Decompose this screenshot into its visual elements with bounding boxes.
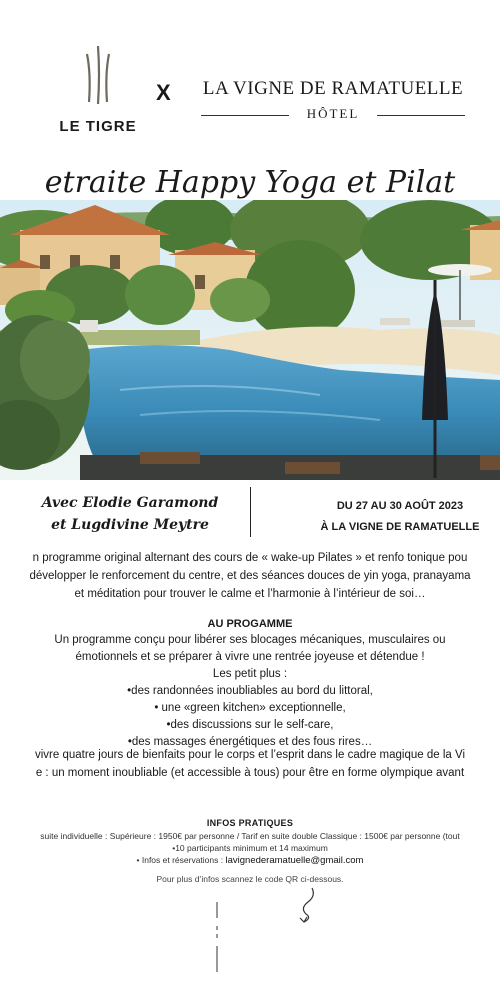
programme-item: •des massages énergétiques et des fous rires… xyxy=(127,736,373,748)
le-tigre-logo-icon xyxy=(83,44,113,106)
programme-item: •des randonnées inoubliables au bord du littoral, xyxy=(127,685,373,697)
programme-item: •des discussions sur le self-care, xyxy=(166,719,334,731)
brand-le-tigre: LE TIGRE xyxy=(59,118,137,135)
programme-heading: AU PROGAMME xyxy=(207,618,293,630)
event-dates: DU 27 AU 30 AOÛT 2023 xyxy=(336,500,464,512)
intro-line: et méditation pour trouver le calme et l’harmonie à l’intérieur de soi… xyxy=(74,588,426,600)
email-link[interactable]: lavignederamatuelle@gmail.com xyxy=(225,855,364,866)
programme-list xyxy=(0,632,500,751)
event-place: À LA VIGNE DE RAMATUELLE xyxy=(320,521,480,533)
programme-line: Les petit plus : xyxy=(212,668,288,680)
closing-paragraph xyxy=(0,746,500,782)
page-title: etraite Happy Yoga et Pilat xyxy=(44,165,456,200)
hotel-pool-photo xyxy=(0,200,500,480)
infos-details xyxy=(0,830,500,867)
brand-la-vigne: LA VIGNE DE RAMATUELLE xyxy=(202,78,464,99)
hotel-label: HÔTEL xyxy=(306,106,360,121)
swirl-arrow-icon xyxy=(292,884,322,924)
reservation-label: • Infos et réservations : xyxy=(136,855,224,865)
programme-line: Un programme conçu pour libérer ses blocages mécaniques, musculaires ou xyxy=(54,634,446,646)
closing-line: vivre quatre jours de bienfaits pour le corps et l’esprit dans le cadre magique de la Vi xyxy=(35,749,465,761)
divider-line xyxy=(377,115,465,116)
vertical-divider xyxy=(250,487,251,537)
reservation-line xyxy=(0,854,500,867)
hotel-subtitle xyxy=(199,106,467,122)
infos-heading: INFOS PRATIQUES xyxy=(206,818,294,828)
host-line-2: et Lugdivine Meytre xyxy=(51,517,209,533)
closing-line: e : un moment inoubliable (et accessible à tous) pour être en forme olympique avant xyxy=(35,767,465,779)
intro-line: développer le renforcement du centre, et des séances douces de yin yoga, pranayama xyxy=(29,570,471,582)
intro-line: n programme original alternant des cours de « wake-up Pilates » et renfo tonique pou xyxy=(32,552,468,564)
qr-note: Pour plus d’infos scannez le code QR ci-dessous. xyxy=(156,874,344,884)
event-details xyxy=(300,496,500,538)
dashed-line-icon xyxy=(215,902,219,972)
hosts xyxy=(20,492,240,536)
programme-line: émotionnels et se préparer à vivre une rentrée joyeuse et détendue ! xyxy=(75,651,425,663)
participants-line: •10 participants minimum et 14 maximum xyxy=(172,843,328,853)
programme-item: • une «green kitchen» exceptionnelle, xyxy=(154,702,346,714)
collaboration-x: X xyxy=(156,80,171,105)
pricing-line: suite individuelle : Supérieure : 1950€ par personne / Tarif en suite double Classique : 1500€ par personne (tout xyxy=(40,831,460,841)
intro-paragraph xyxy=(0,549,500,603)
host-line-1: Avec Elodie Garamond xyxy=(41,495,219,511)
